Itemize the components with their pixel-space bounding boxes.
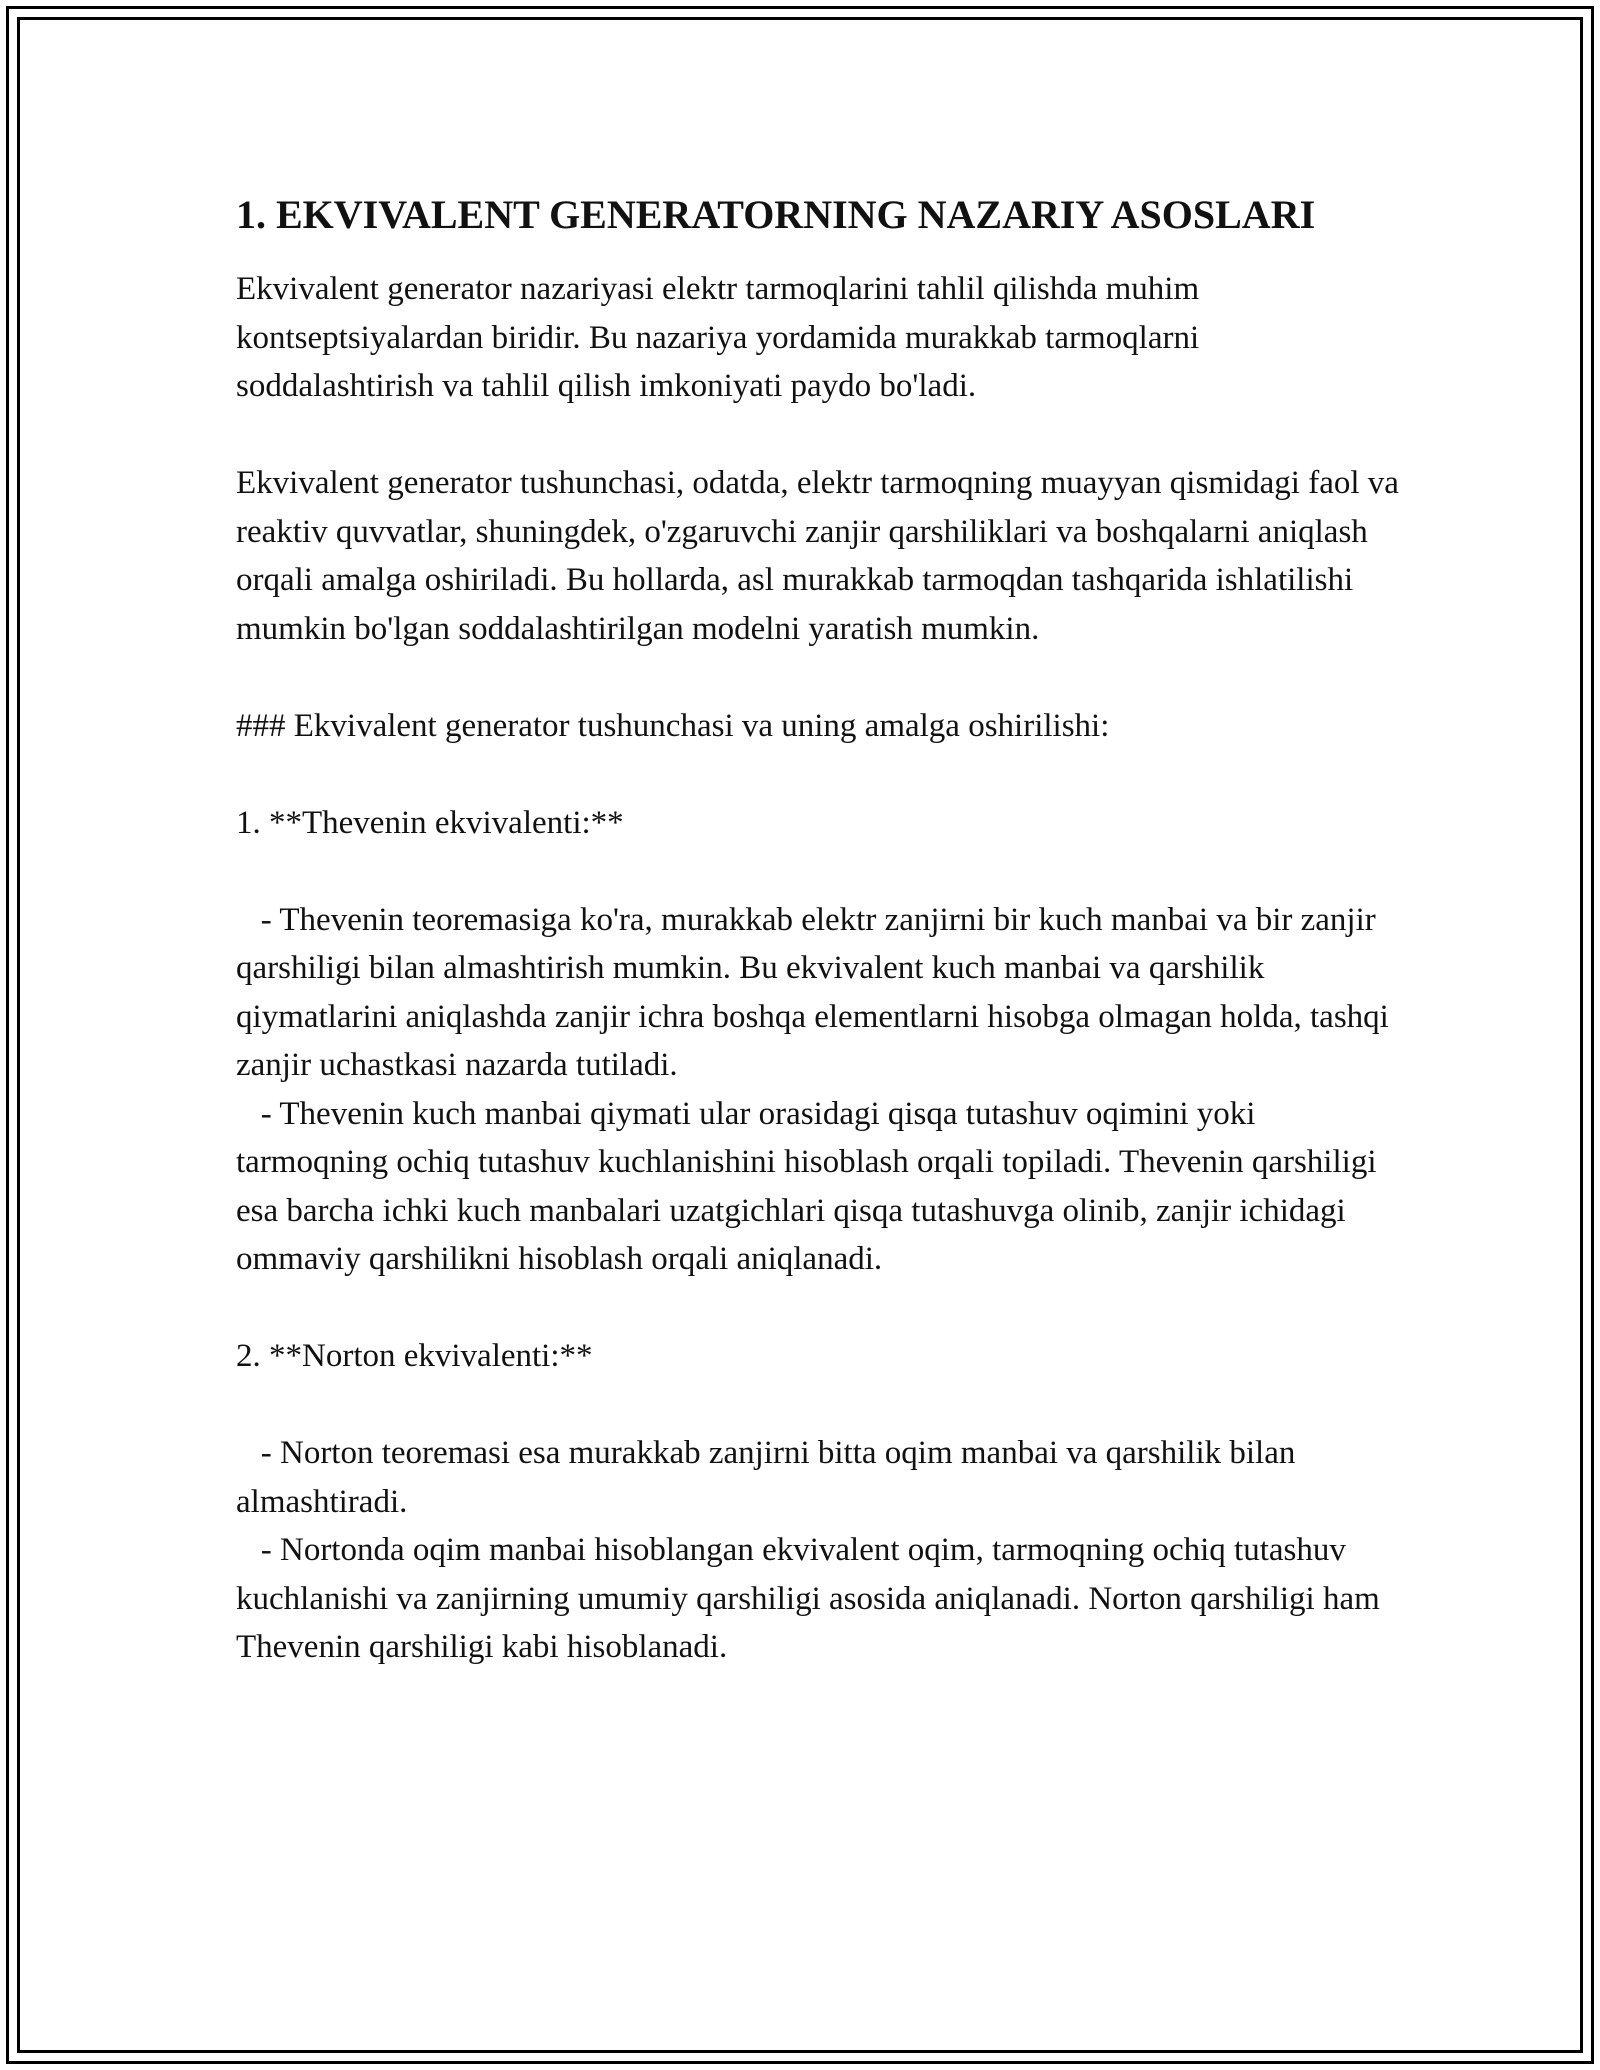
- document-body: [236, 188, 1408, 1672]
- list-item-norton-title: 2. **Norton ekvivalenti:**: [236, 1338, 593, 1374]
- document-title: 1. EKVIVALENT GENERATORNING NAZARIY ASOSLARI: [236, 192, 1316, 237]
- list-item-thevenin-title: 1. **Thevenin ekvivalenti:**: [236, 804, 624, 841]
- section-heading-markdown: ### Ekvivalent generator tushunchasi va uning amalga oshirilishi:: [236, 707, 1110, 744]
- paragraph-intro: Ekvivalent generator nazariyasi elektr tarmoqlarini tahlil qilishda muhim kontseptsiyalardan biridir. Bu nazariya yordamida murakkab tarmoqlarni soddalashtirish va tahlil qilish imkoniyati paydo bo'ladi.: [236, 271, 1208, 404]
- list-subitem-norton-1: - Norton teoremasi esa murakkab zanjirni bitta oqim manbai va qarshilik bilan almashtiradi.: [236, 1435, 1304, 1520]
- paragraph-concept: Ekvivalent generator tushunchasi, odatda, elektr tarmoqning muayyan qismidagi faol va reaktiv quvvatlar, shuningdek, o'zgaruvchi zanjir qarshiliklari va boshqalarni aniqlash orqali amalga oshiriladi. Bu hollarda, asl murakkab tarmoqdan tashqarida ishlatilishi mumkin bo'lgan soddalashtirilgan modelni yaratish mumkin.: [236, 465, 1408, 647]
- list-subitem-norton-2: - Nortonda oqim manbai hisoblangan ekvivalent oqim, tarmoqning ochiq tutashuv kuchlanishi va zanjirning umumiy qarshiligi asosida aniqlanadi. Norton qarshiligi ham Thevenin qarshiligi kabi hisoblanadi.: [236, 1532, 1388, 1665]
- list-subitem-thevenin-1: - Thevenin teoremasiga ko'ra, murakkab elektr zanjirni bir kuch manbai va bir zanjir qarshiligi bilan almashtirish mumkin. Bu ekvivalent kuch manbai va qarshilik qiymatlarini aniqlashda zanjir ichra boshqa elementlarni hisobga olmagan holda, tashqi zanjir uchastkasi nazarda tutiladi.: [236, 901, 1398, 1083]
- list-subitem-thevenin-2: - Thevenin kuch manbai qiymati ular orasidagi qisqa tutashuv oqimini yoki tarmoqning ochiq tutashuv kuchlanishini hisoblash orqali topiladi. Thevenin qarshiligi esa barcha ichki kuch manbalari uzatgichlari qisqa tutashuvga olinib, zanjir ichidagi ommaviy qarshilikni hisoblash orqali aniqlanadi.: [236, 1095, 1385, 1277]
